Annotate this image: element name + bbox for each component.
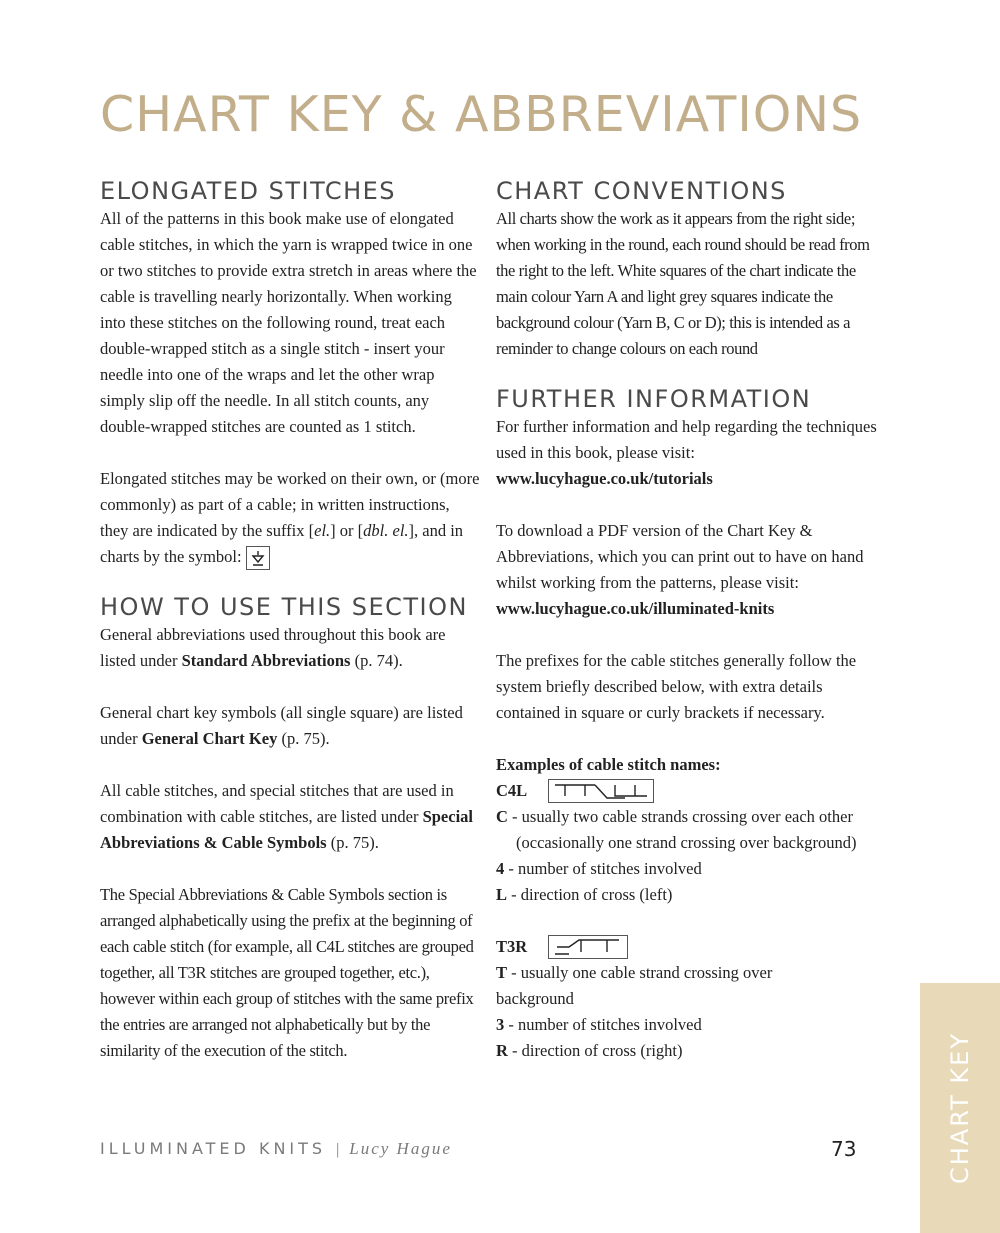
- c4l-description-line: (occasionally one strand crossing over background): [516, 833, 857, 852]
- c4l-label: C4L: [496, 781, 528, 800]
- t3r-description-line: R - direction of cross (right): [496, 1041, 683, 1060]
- c4l-description-line: C - usually two cable strands crossing over each other: [496, 807, 853, 826]
- examples-heading: Examples of cable stitch names:: [496, 755, 721, 774]
- elongated-paragraph-2: Elongated stitches may be worked on their own, or (more commonly) as part of a cable; in written instructions, they are indicated by the suffix [el.] or [dbl. el.], and in charts by the symbol:: [100, 466, 480, 570]
- c4l-description-line: 4 - number of stitches involved: [496, 859, 702, 878]
- t3r-description-line: 3 - number of stitches involved: [496, 1015, 702, 1034]
- how-to-paragraph-1: General abbreviations used throughout this book are listed under Standard Abbreviations (p. 74).: [100, 625, 446, 671]
- elongated-stitch-symbol-icon: [246, 546, 270, 570]
- chart-conventions-heading: CHART CONVENTIONS: [496, 177, 787, 205]
- footer-book-title: ILLUMINATED KNITS: [100, 1139, 327, 1158]
- t3r-example-row: [496, 934, 881, 960]
- elongated-paragraph-1: All of the patterns in this book make use of elongated cable stitches, in which the yarn is wrapped twice in one or two stitches to provide extra stretch in areas where the cable is travelling nearly horizontally. When working into these stitches on the following round, treat each double-wrapped stitch as a single stitch - insert your needle into one of the wraps and let the other wrap simply slip off the needle. In all stitch counts, any double-wrapped stitches are counted as 1 stitch.: [100, 209, 477, 436]
- t3r-description-line: background: [496, 989, 574, 1008]
- how-to-use-heading: HOW TO USE THIS SECTION: [100, 593, 468, 622]
- footer-separator: |: [336, 1141, 340, 1158]
- t3r-description-line: T - usually one cable strand crossing over: [496, 963, 773, 982]
- chart-key-side-tab[interactable]: [920, 983, 1000, 1233]
- how-to-paragraph-2: General chart key symbols (all single square) are listed under General Chart Key (p. 75).: [100, 703, 463, 749]
- elongated-stitches-heading: ELONGATED STITCHES: [100, 177, 397, 205]
- footer-author: Lucy Hague: [349, 1139, 452, 1158]
- t3r-description: [496, 960, 881, 1064]
- how-to-paragraph-4: The Special Abbreviations & Cable Symbols section is arranged alphabetically using the prefix at the beginning of each cable stitch (for example, all C4L stitches are grouped together, all T3R stitches are grouped together, etc.), however within each group of stitches with the same prefix the entries are arranged not alphabetically but by the similarity of the execution of the stitch.: [100, 885, 474, 1061]
- further-info-paragraph-1: For further information and help regarding the techniques used in this book, please visit:: [496, 417, 877, 462]
- c4l-example-row: [496, 778, 881, 804]
- c4l-description-line: L - direction of cross (left): [496, 885, 673, 904]
- chart-conventions-paragraph: All charts show the work as it appears from the right side; when working in the round, each round should be read from the right to the left. White squares of the chart indicate the main colour Yarn A and light grey squares indicate the background colour (Yarn B, C or D); this is intended as a reminder to change colours on each round: [496, 209, 870, 358]
- right-column: [496, 176, 881, 1064]
- t3r-label: T3R: [496, 937, 528, 956]
- c4l-cable-symbol-icon: [548, 779, 654, 803]
- footer: [100, 1139, 452, 1159]
- t3r-cable-symbol-icon: [548, 935, 628, 959]
- further-information-heading: FURTHER INFORMATION: [496, 385, 812, 413]
- how-to-paragraph-3: All cable stitches, and special stitches that are used in combination with cable stitches, are listed under Special Abbreviations & Cable Symbols (p. 75).: [100, 781, 473, 853]
- tutorials-link[interactable]: www.lucyhague.co.uk/tutorials: [496, 469, 713, 488]
- further-info-paragraph-2: To download a PDF version of the Chart Key & Abbreviations, which you can print out to have on hand whilst working from the patterns, please visit:: [496, 521, 864, 592]
- left-column: [100, 176, 480, 1064]
- page-title: CHART KEY & ABBREVIATIONS: [100, 86, 863, 143]
- page-number: 73: [831, 1137, 857, 1161]
- illuminated-knits-link[interactable]: www.lucyhague.co.uk/illuminated-knits: [496, 599, 775, 618]
- further-info-paragraph-3: The prefixes for the cable stitches generally follow the system briefly described below, with extra details contained in square or curly brackets if necessary.: [496, 651, 857, 722]
- c4l-description: [496, 804, 881, 908]
- side-tab-label: CHART KEY: [946, 1031, 974, 1185]
